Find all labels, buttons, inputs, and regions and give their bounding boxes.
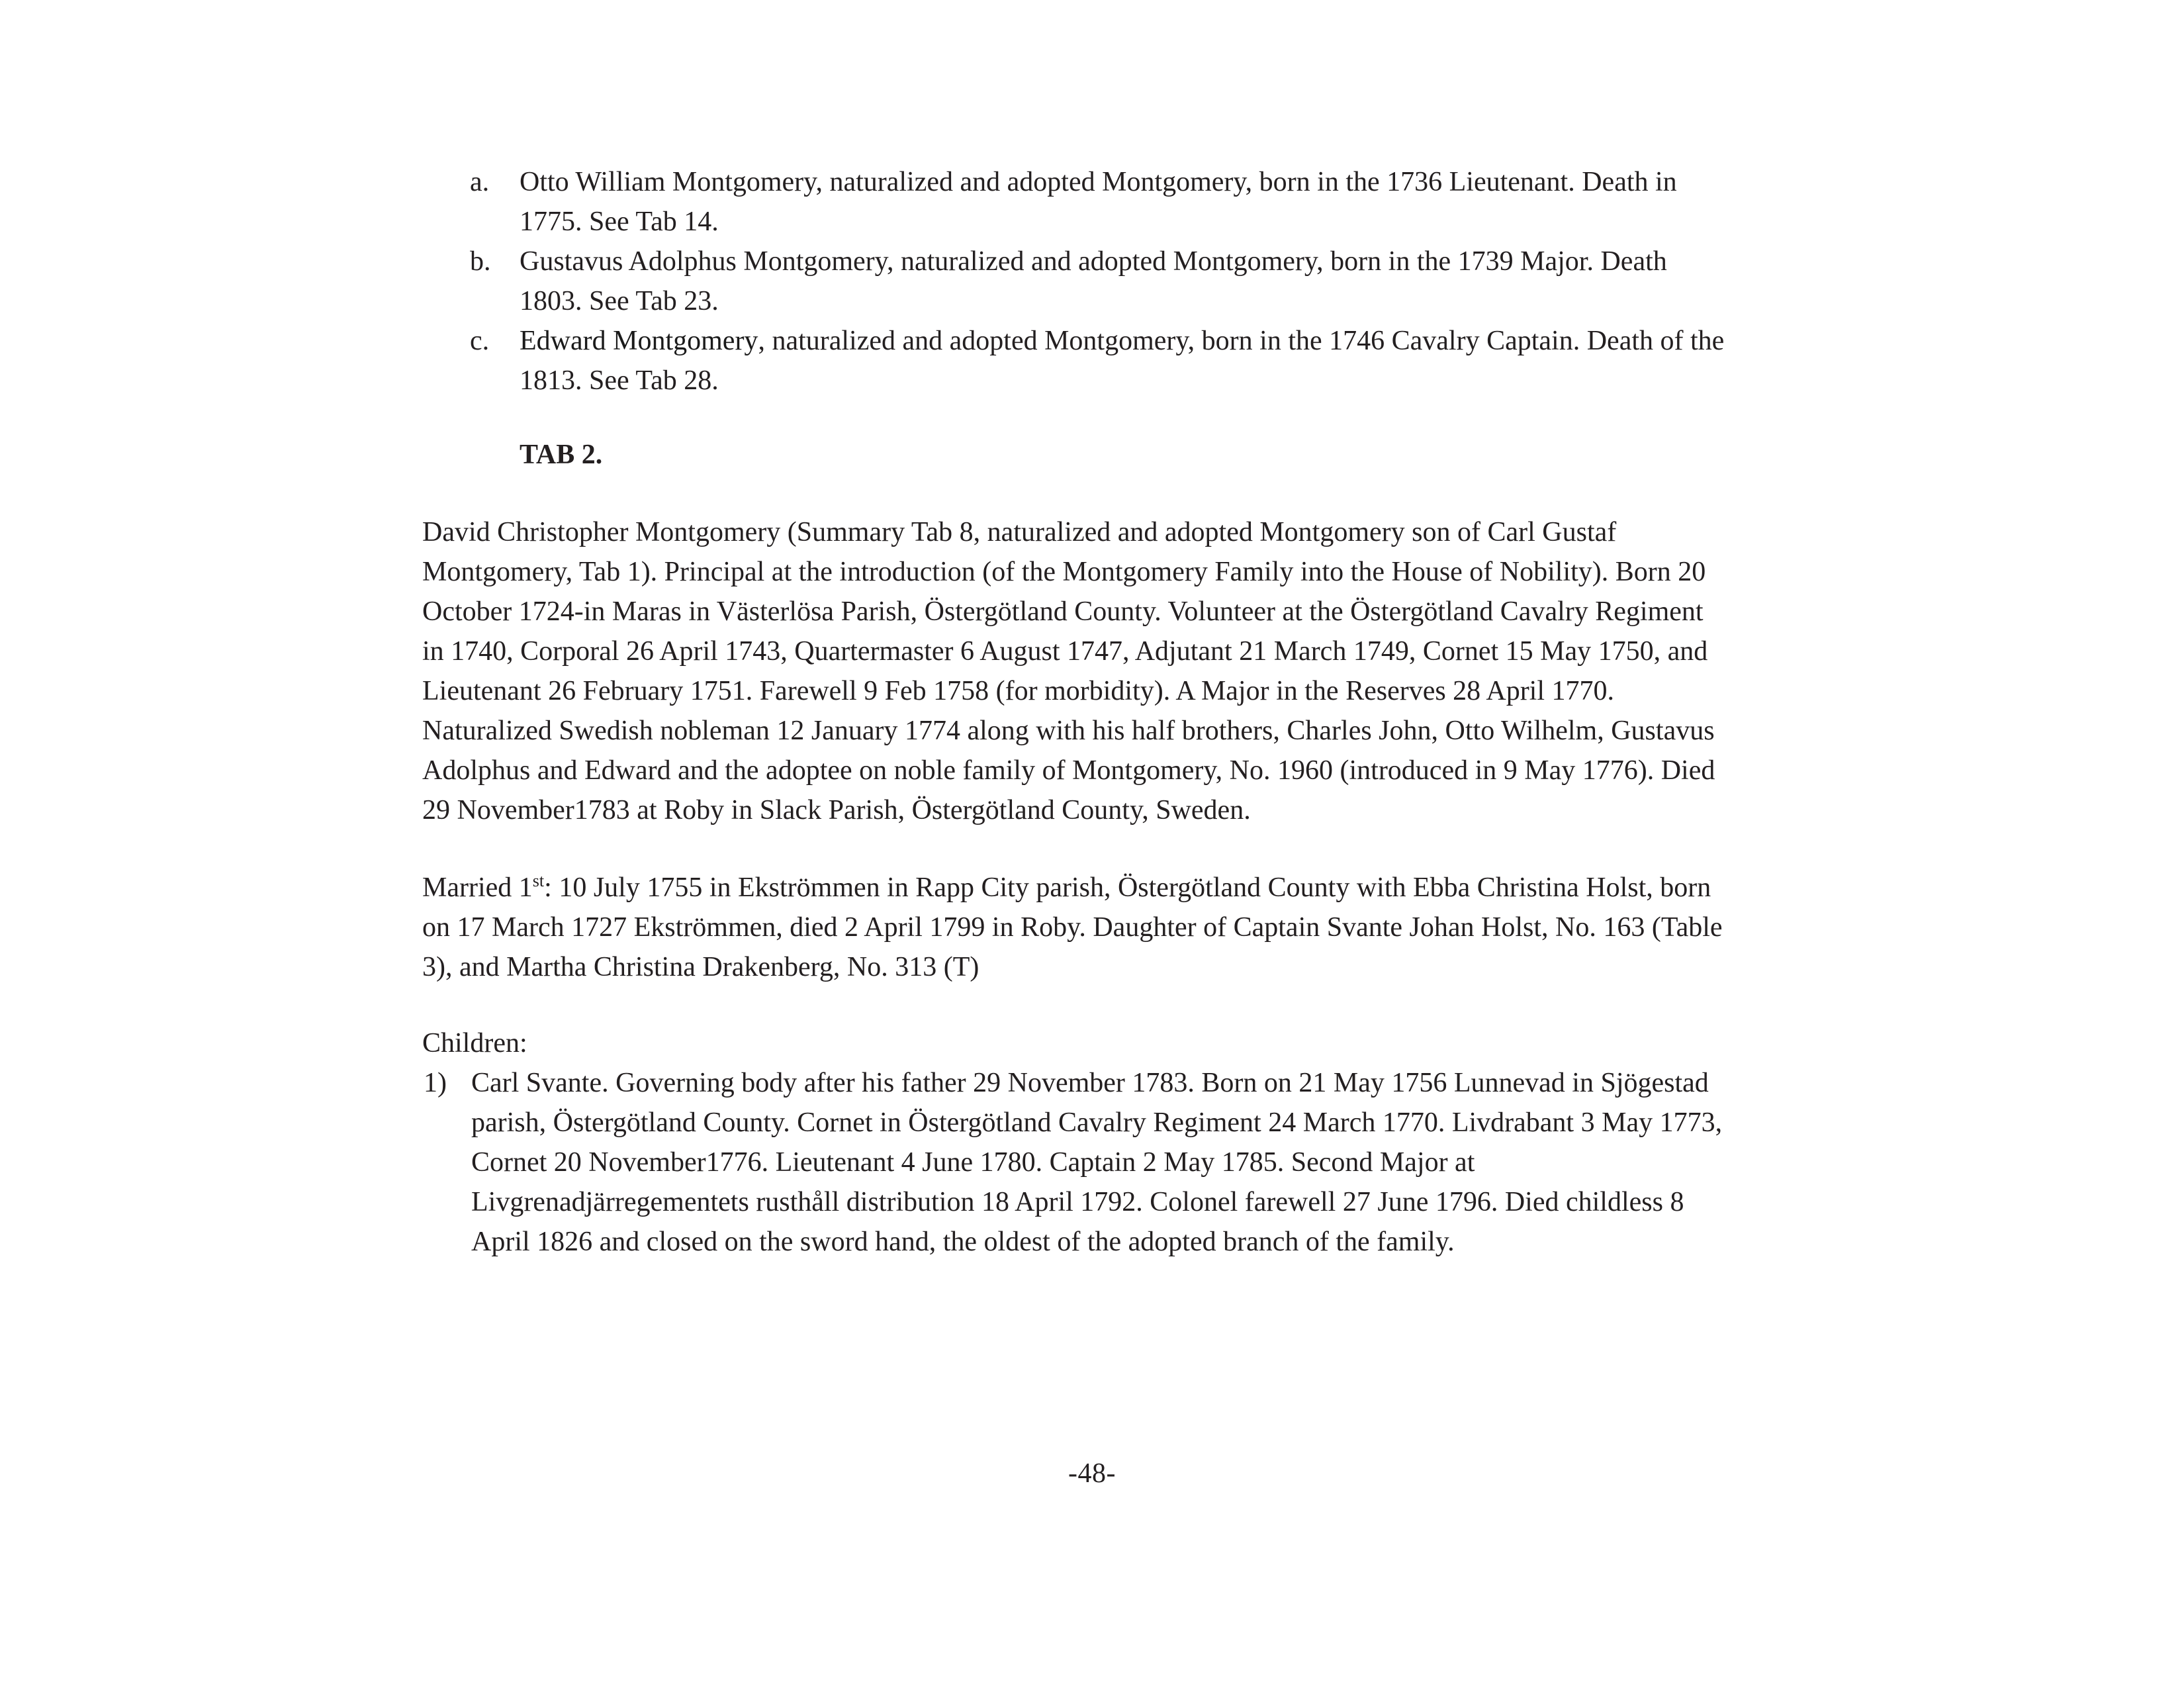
- list-item: [422, 242, 1726, 321]
- page-number: -48-: [1068, 1458, 1116, 1489]
- list-marker: c.: [470, 326, 490, 356]
- list-item: [422, 1063, 1726, 1262]
- marriage-prefix: Married 1: [422, 872, 533, 903]
- list-marker: a.: [470, 167, 490, 197]
- list-item-text: Gustavus Adolphus Montgomery, naturalized and adopted Montgomery, born in the 1739 Major. Death 1803. See Tab 23.: [520, 246, 1667, 316]
- lettered-list: [422, 162, 1726, 400]
- children-label: Children:: [422, 1028, 527, 1058]
- list-marker: 1): [424, 1068, 447, 1098]
- list-item-text: Carl Svante. Governing body after his father 29 November 1783. Born on 21 May 1756 Lunnevad in Sjögestad parish, Östergötland County. Cornet in Östergötland Cavalry Regiment 24 March 1770. Livdrabant 3 May 1773, Cornet 20 November1776. Lieutenant 4 June 1780. Captain 2 May 1785. Second Major at Livgrenadjärregementets rusthåll distribution 18 April 1792. Colonel farewell 27 June 1796. Died childless 8 April 1826 and closed on the sword hand, the oldest of the adopted branch of the family.: [471, 1068, 1723, 1257]
- marriage-rest: : 10 July 1755 in Ekströmmen in Rapp City parish, Östergötland County with Ebba Christina Holst, born on 17 March 1727 Ekströmmen, died 2 April 1799 in Roby. Daughter of Captain Svante Johan Holst, No. 163 (Table 3), and Martha Christina Drakenberg, No. 313 (T): [422, 872, 1723, 982]
- children-list: [422, 1063, 1726, 1262]
- list-item: [422, 321, 1726, 400]
- biography-paragraph: David Christopher Montgomery (Summary Tab 8, naturalized and adopted Montgomery son of Carl Gustaf Montgomery, Tab 1). Principal at the introduction (of the Montgomery Family into the House of Nobility). Born 20 October 1724-in Maras in Västerlösa Parish, Östergötland County. Volunteer at the Östergötland Cavalry Regiment in 1740, Corporal 26 April 1743, Quartermaster 6 August 1747, Adjutant 21 March 1749, Cornet 15 May 1750, and Lieutenant 26 February 1751. Farewell 9 Feb 1758 (for morbidity). A Major in the Reserves 28 April 1770. Naturalized Swedish nobleman 12 January 1774 along with his half brothers, Charles John, Otto Wilhelm, Gustavus Adolphus and Edward and the adoptee on noble family of Montgomery, No. 1960 (introduced in 9 May 1776). Died 29 November1783 at Roby in Slack Parish, Östergötland County, Sweden.: [422, 517, 1715, 825]
- emphasised-name: Edward Montgomery: [520, 326, 758, 356]
- ordinal-superscript: st: [532, 871, 545, 890]
- marriage-paragraph: [422, 868, 1726, 987]
- page-content: [422, 162, 1726, 1262]
- tab-heading: TAB 2.: [520, 440, 603, 470]
- list-item-text: Otto William Montgomery, naturalized and adopted Montgomery, born in the 1736 Lieutenant. Death in 1775. See Tab 14.: [520, 167, 1677, 237]
- list-item: [422, 162, 1726, 242]
- list-item-text: , naturalized and adopted Montgomery, born in the 1746 Cavalry Captain. Death of the 1813. See Tab 28.: [520, 326, 1725, 396]
- list-marker: b.: [470, 246, 491, 277]
